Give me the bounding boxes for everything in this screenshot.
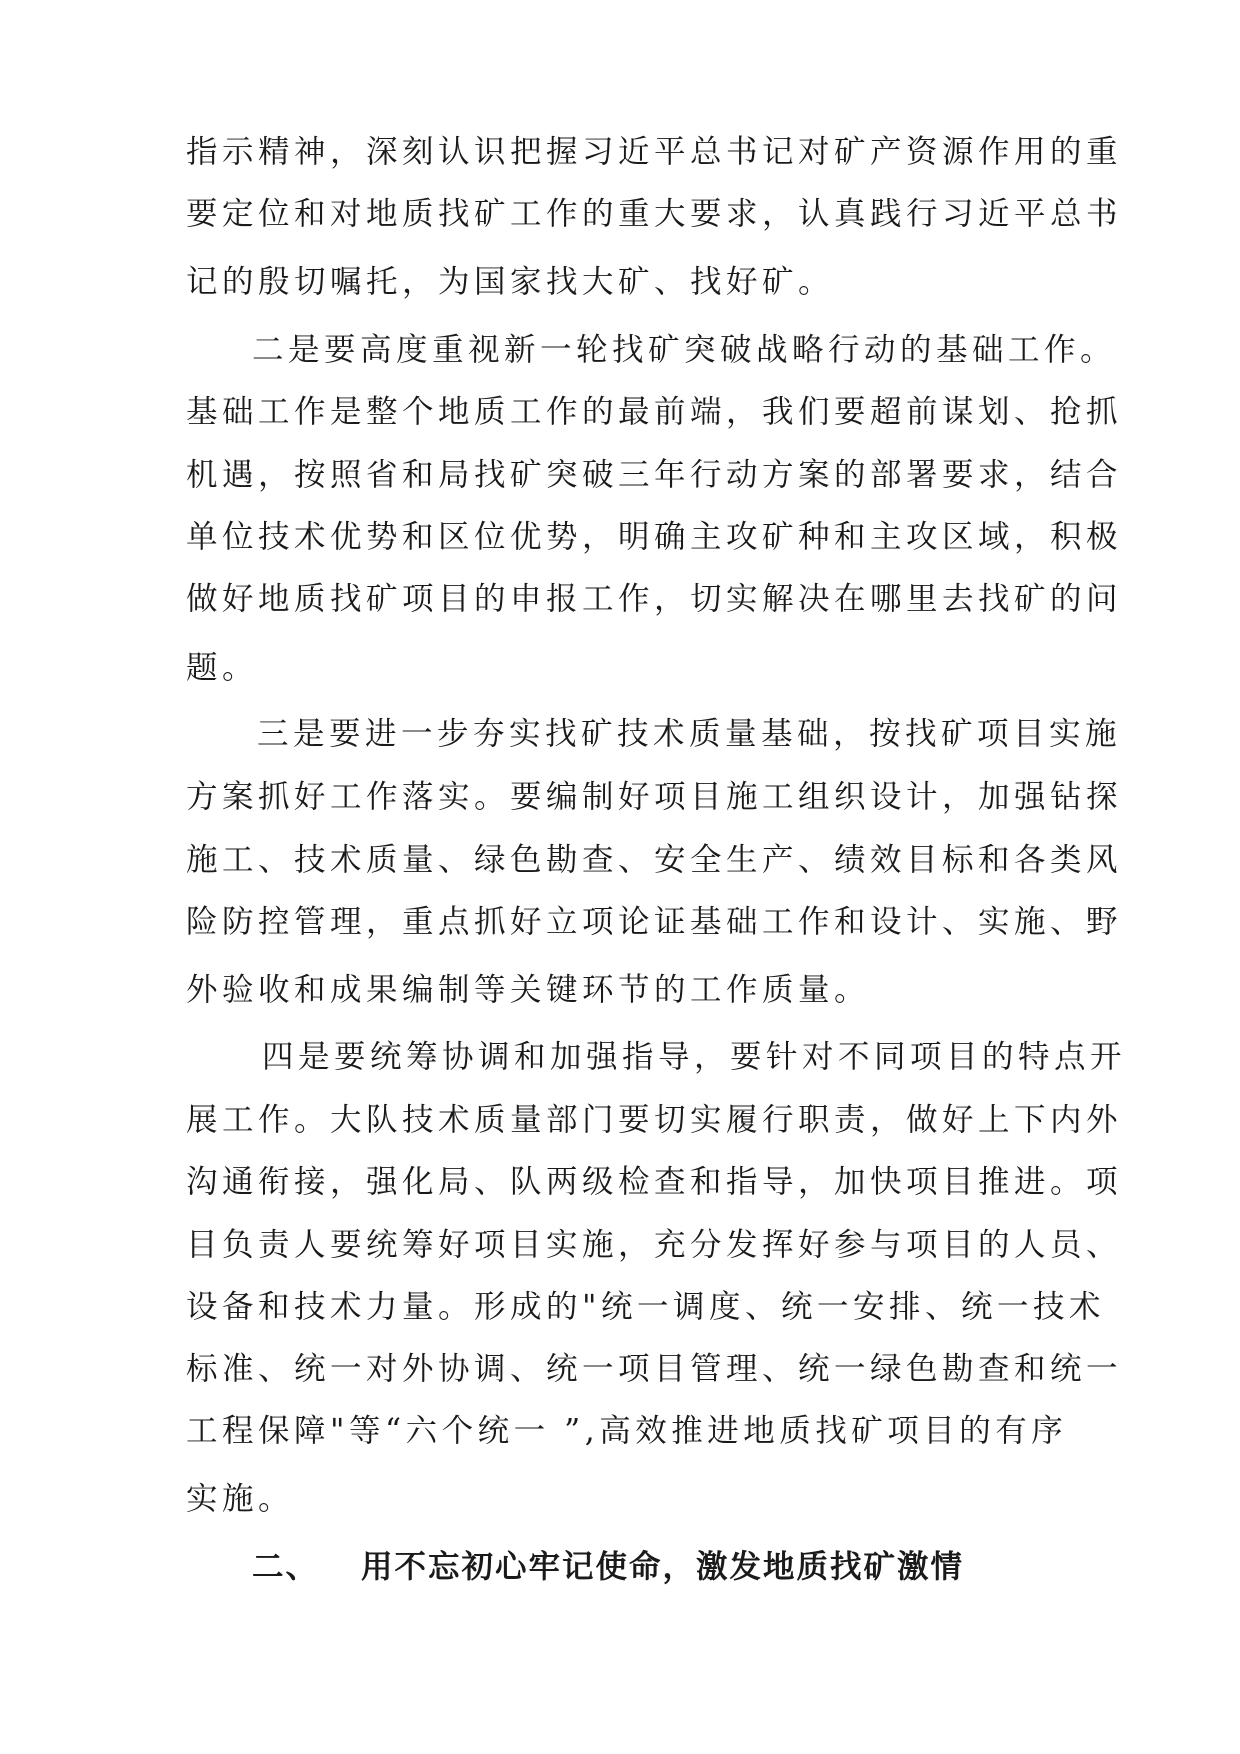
paragraph-2-line-4: 单位技术优势和区位优势，明确主攻矿种和主攻区域，积极 [186,519,1123,555]
paragraph-4-line-6: 标准、统一对外协调、统一项目管理、统一绿色勘查和统一 [186,1351,1123,1387]
section-heading-text: 用不忘初心牢记使命，激发地质找矿激情 [361,1548,965,1585]
paragraph-3-line-4: 险防控管理，重点抓好立项论证基础工作和设计、实施、野 [186,904,1123,940]
paragraph-1-line-1: 指示精神，深刻认识把握习近平总书记对矿产资源作用的重 [186,134,1123,170]
paragraph-1-line-3: 记的殷切嘱托，为国家找大矿、找好矿。 [186,264,835,300]
paragraph-2-line-6: 题。 [186,650,259,686]
paragraph-2-line-1: 二是要高度重视新一轮找矿突破战略行动的基础工作。 [252,332,1117,368]
paragraph-3-line-2: 方案抓好工作落实。要编制好项目施工组织设计，加强钻探 [186,779,1123,815]
paragraph-4-line-4: 目负责人要统筹好项目实施，充分发挥好参与项目的人员、 [186,1227,1123,1263]
paragraph-4-line-1: 四是要统筹协调和加强指导，要针对不同项目的特点开 [262,1039,1127,1075]
paragraph-2-line-3: 机遇，按照省和局找矿突破三年行动方案的部署要求，结合 [186,457,1123,493]
section-heading-number: 二、 [252,1548,320,1585]
paragraph-3-line-1: 三是要进一步夯实找矿技术质量基础，按找矿项目实施 [257,716,1122,752]
paragraph-1-line-2: 要定位和对地质找矿工作的重大要求，认真践行习近平总书 [186,196,1123,232]
paragraph-4-line-3: 沟通衔接，强化局、队两级检查和指导，加快项目推进。项 [186,1164,1123,1200]
paragraph-4-line-8: 实施。 [186,1481,295,1517]
section-heading [252,1547,964,1587]
paragraph-3-line-3: 施工、技术质量、绿色勘查、安全生产、绩效目标和各类风 [186,842,1123,878]
paragraph-3-line-5: 外验收和成果编制等关键环节的工作质量。 [186,972,871,1008]
paragraph-4-line-7: 工程保障"等“六个统一 ”,高效推进地质找矿项目的有序 [186,1413,1068,1449]
paragraph-2-line-5: 做好地质找矿项目的申报工作，切实解决在哪里去找矿的问 [186,581,1123,617]
paragraph-4-line-2: 展工作。大队技术质量部门要切实履行职责，做好上下内外 [186,1102,1123,1138]
paragraph-2-line-2: 基础工作是整个地质工作的最前端，我们要超前谋划、抢抓 [186,394,1123,430]
paragraph-4-line-5: 设备和技术力量。形成的"统一调度、统一安排、统一技术 [186,1289,1105,1325]
